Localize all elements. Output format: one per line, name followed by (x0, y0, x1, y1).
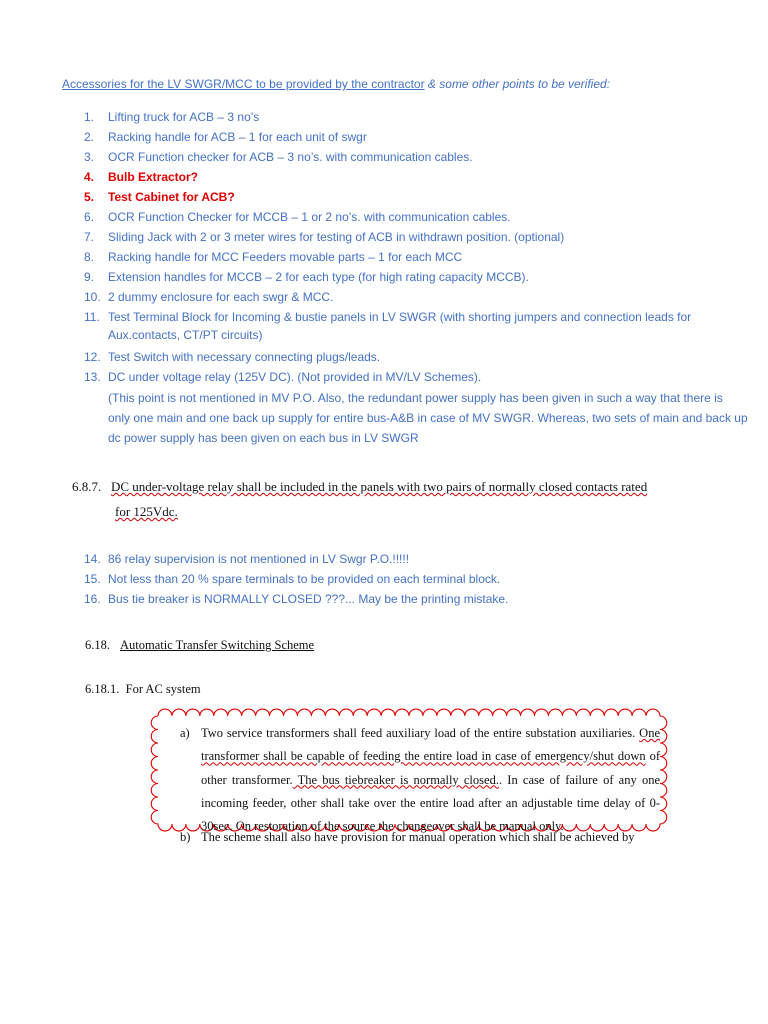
list-item (84, 108, 754, 128)
section-title: For AC system (125, 682, 201, 696)
item-number: 4. (84, 170, 95, 184)
item-text: Extension handles for MCCB – 2 for each type (for high rating capacity MCCB). (108, 270, 529, 284)
clause-a-text: . In case of failure of any one incoming feeder, other shall take over the entire load after an adjustable time delay of 0-30sec. On restoration of the source the changeover shall be manual only. (201, 772, 660, 834)
item-text: Not less than 20 % spare terminals to be provided on each terminal block. (108, 572, 501, 586)
clause-a-underlined-text: One transformer shall be capable of feeding the entire load in case of emergency/shut down (201, 726, 660, 764)
list-item (84, 228, 754, 248)
item-text: Test Cabinet for ACB? (108, 190, 235, 204)
list-item-highlighted (84, 188, 754, 208)
item-number: 12. (84, 350, 101, 364)
clause-a-text: of other transformer. (201, 749, 660, 787)
item-text: DC under voltage relay (125V DC). (Not provided in MV/LV Schemes). (108, 370, 482, 384)
item-text: 2 dummy enclosure for each swgr & MCC. (108, 290, 334, 304)
heading-rest: & some other points to be verified: (424, 77, 611, 91)
section-number: 6.18. (85, 638, 110, 652)
list-item (84, 308, 754, 348)
item-text: Sliding Jack with 2 or 3 meter wires for testing of ACB in withdrawn position. (optional) (108, 230, 565, 244)
clause-a-underlined-text: The bus tiebreaker is normally closed. (292, 772, 499, 787)
item-number: 13. (84, 370, 101, 384)
list-item (84, 348, 754, 368)
remarks-list (84, 550, 754, 610)
document-heading (62, 77, 610, 91)
section-6-18-heading (85, 638, 314, 653)
clause-text-line1: DC under-voltage relay shall be included in the panels with two pairs of normally closed contacts rated (111, 479, 648, 494)
clause-text-line2: for 125Vdc. (115, 504, 178, 519)
item-number: 9. (84, 270, 95, 284)
clause-b-text: The scheme shall also have provision for manual operation which shall be achieved by (201, 830, 635, 844)
list-item (84, 368, 754, 388)
section-number: 6.18.1. (85, 682, 120, 696)
item-text: Racking handle for MCC Feeders movable parts – 1 for each MCC (108, 250, 463, 264)
item-number: 5. (84, 190, 95, 204)
item-text: OCR Function checker for ACB – 3 no’s. with communication cables. (108, 150, 473, 164)
section-6-18-1-heading (85, 682, 201, 697)
clause-a-text: Two service transformers shall feed auxiliary load of the entire substation auxiliaries. (201, 726, 636, 740)
item-number: 16. (84, 592, 101, 606)
item-number: 10. (84, 290, 101, 304)
item-13-note: (This point is not mentioned in MV P.O. Also, the redundant power supply has been given in such a way that there is only one main and one back up supply for entire bus-A&B in case of MV SWGR. Whereas, two sets of main and back up dc power supply has been given on each bus in LV SWGR (108, 391, 748, 445)
item-number: 11. (84, 310, 100, 324)
clause-label: a) (180, 726, 190, 740)
item-number: 7. (84, 230, 95, 244)
item-number: 15. (84, 572, 101, 586)
clause-a (180, 722, 660, 838)
clause-b (180, 830, 660, 845)
item-text: 86 relay supervision is not mentioned in LV Swgr P.O.!!!!! (108, 552, 410, 566)
item-number: 1. (84, 110, 95, 124)
item-text: Test Terminal Block for Incoming & bustie panels in LV SWGR (with shorting jumpers and connection leads for Aux.contacts, CT/PT circuits) (108, 310, 692, 342)
heading-main: Accessories for the LV SWGR/MCC to be provided by the contractor (62, 77, 425, 91)
list-item (84, 288, 754, 308)
section-title: Automatic Transfer Switching Scheme (120, 638, 315, 652)
clause-a-body (201, 722, 660, 838)
item-number: 14. (84, 552, 101, 566)
item-text: Racking handle for ACB – 1 for each unit of swgr (108, 130, 367, 144)
item-text: Test Switch with necessary connecting plugs/leads. (108, 350, 381, 364)
clause-6-8-7 (72, 474, 762, 524)
list-item (84, 550, 754, 570)
item-number: 6. (84, 210, 95, 224)
list-item (84, 248, 754, 268)
list-item (84, 570, 754, 590)
clause-number: 6.8.7. (72, 479, 102, 494)
item-text: OCR Function Checker for MCCB – 1 or 2 no’s. with communication cables. (108, 210, 511, 224)
list-item (84, 148, 754, 168)
list-item (84, 268, 754, 288)
list-item (84, 590, 754, 610)
item-text: Bus tie breaker is NORMALLY CLOSED ???... May be the printing mistake. (108, 592, 509, 606)
item-number: 2. (84, 130, 95, 144)
list-item (84, 208, 754, 228)
list-item-highlighted (84, 168, 754, 188)
item-text: Lifting truck for ACB – 3 no’s (108, 110, 260, 124)
item-number: 8. (84, 250, 95, 264)
list-item (84, 128, 754, 148)
item-number: 3. (84, 150, 95, 164)
clause-label: b) (180, 830, 191, 844)
item-text: Bulb Extractor? (108, 170, 199, 184)
accessories-list (84, 108, 754, 448)
